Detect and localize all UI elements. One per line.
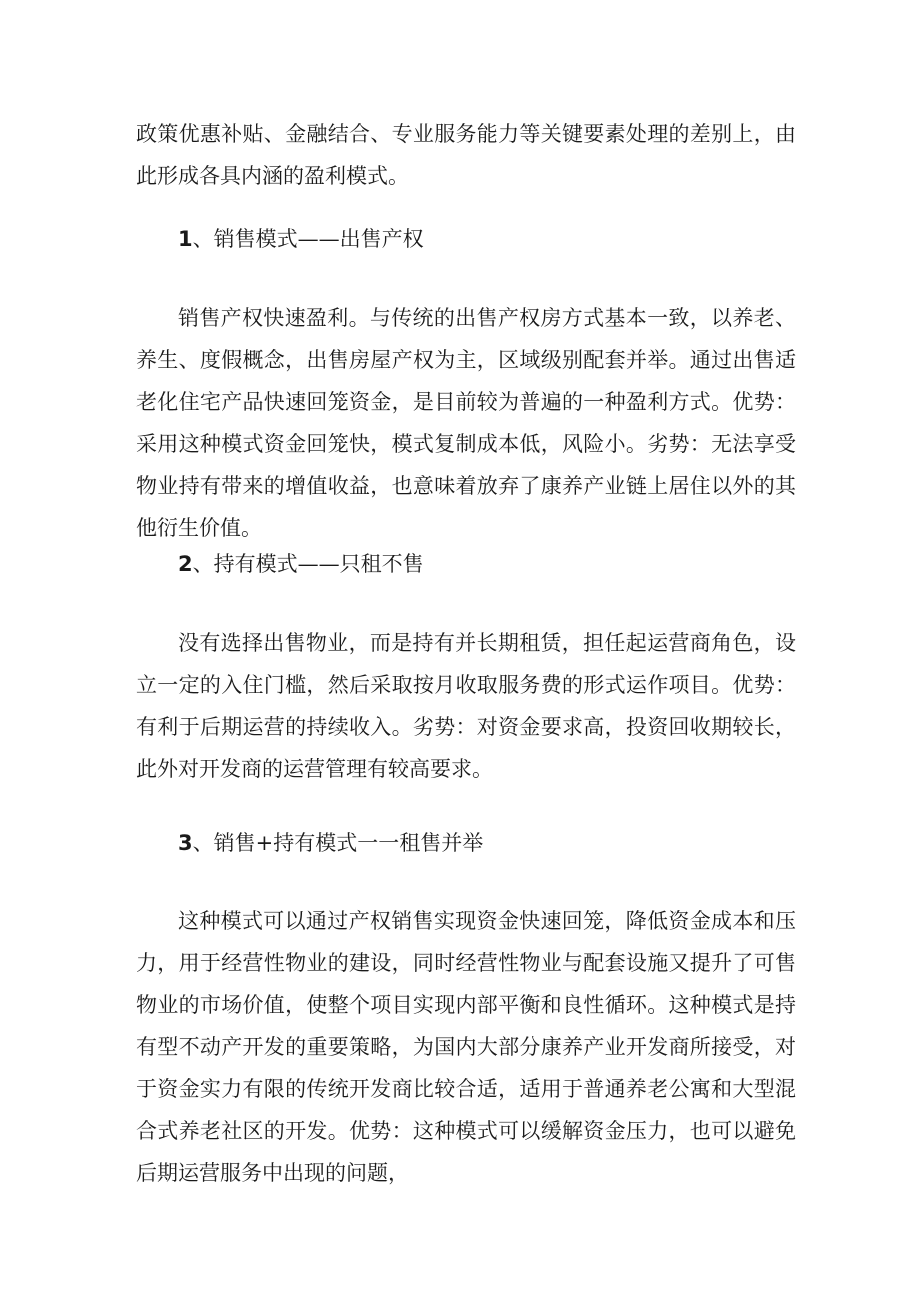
- section-2-number: 2: [178, 552, 193, 576]
- section-1-title: 、销售模式——出售产权: [192, 227, 424, 251]
- section-2-title: 、持有模式——只租不售: [192, 552, 424, 576]
- section-3-number: 3: [178, 831, 193, 855]
- section-1-body: 销售产权快速盈利。与传统的出售产权房方式基本一致，以养老、养生、度假概念，出售房屋产权为主，区域级别配套并举。通过出售适老化住宅产品快速回笼资金，是目前较为普遍的一种盈利方式。优势：采用这种模式资金回笼快，模式复制成本低，风险小。劣势：无法享受物业持有带来的增值收益，也意味着放弃了康养产业链上居住以外的其他衍生价值。: [136, 306, 796, 540]
- section-3-body: 这种模式可以通过产权销售实现资金快速回笼，降低资金成本和压力，用于经营性物业的建设，同时经营性物业与配套设施又提升了可售物业的市场价值，使整个项目实现内部平衡和良性循环。这种模式是持有型不动产开发的重要策略，为国内大部分康养产业开发商所接受，对于资金实力有限的传统开发商比较合适，适用于普通养老公寓和大型混合式养老社区的开发。优势：这种模式可以缓解资金压力，也可以避免后期运营服务中出现的问题，: [136, 909, 796, 1185]
- section-3-title: 、销售+持有模式一一租售并举: [192, 831, 484, 855]
- intro-paragraph: 政策优惠补贴、金融结合、专业服务能力等关键要素处理的差别上，由此形成各具内涵的盈利模式。: [136, 122, 796, 188]
- section-1-heading: [178, 218, 424, 260]
- section-2-heading: [178, 543, 424, 585]
- section-1-number: 1: [178, 227, 193, 251]
- section-3-heading: [178, 822, 483, 864]
- section-2-body: 没有选择出售物业，而是持有并长期租赁，担任起运营商角色，设立一定的入住门槛，然后采取按月收取服务费的形式运作项目。优势：有利于后期运营的持续收入。劣势：对资金要求高，投资回收期较长，此外对开发商的运营管理有较高要求。: [136, 631, 796, 781]
